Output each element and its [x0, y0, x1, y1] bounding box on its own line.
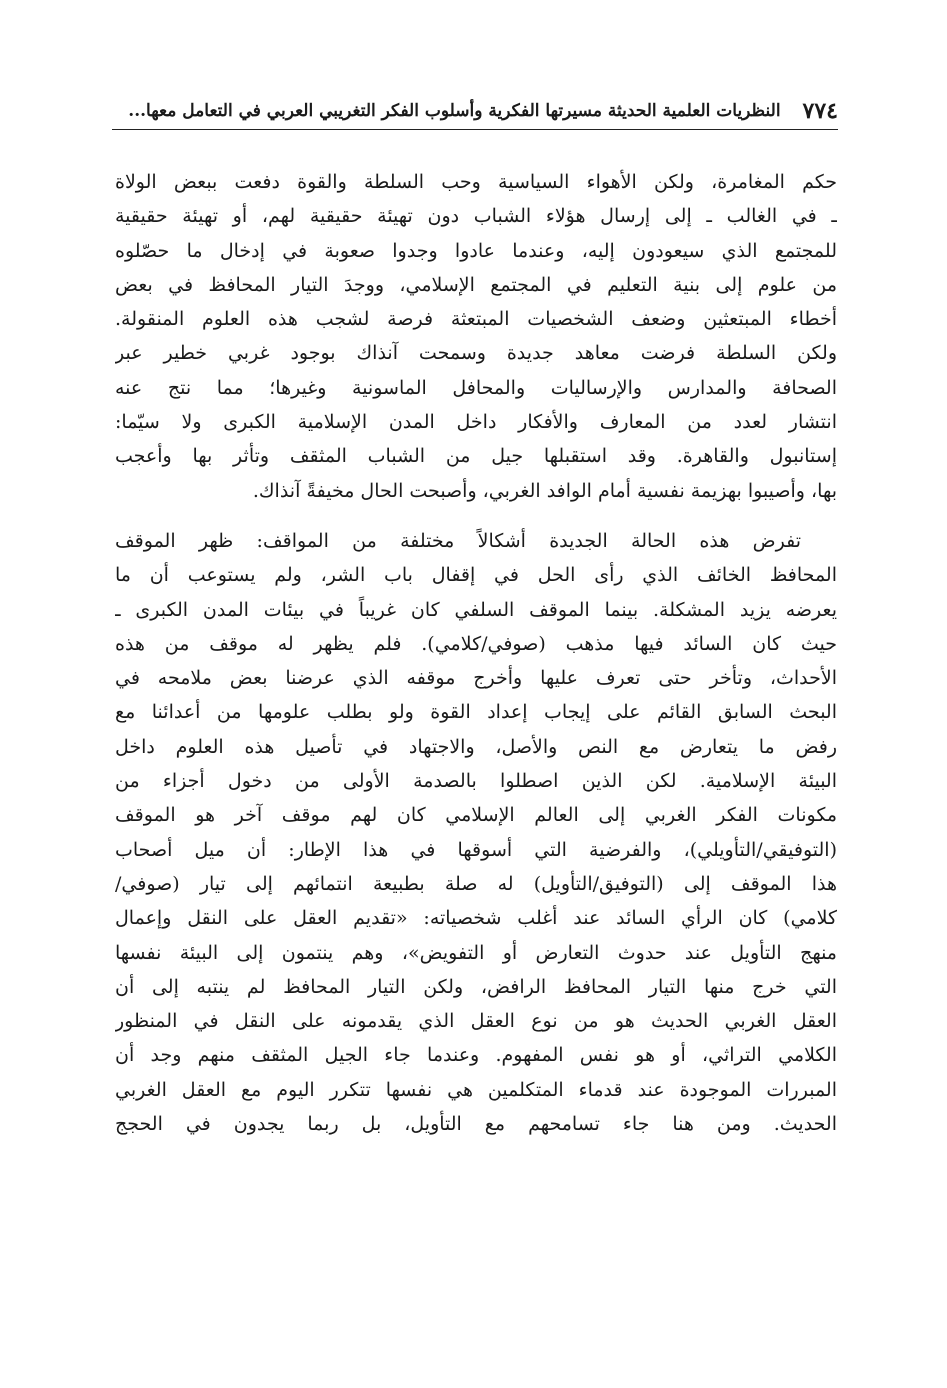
text-line: إستانبول والقاهرة. وقد استقبلها جيل من الشباب المثقف وتأثر بها وأعجب: [115, 445, 837, 468]
text-line: الأحداث، وتأخر حتى تعرف عليها وأخرج موقفه الذي عرضنا بعض ملامحه في: [115, 667, 837, 690]
paragraph-2: [115, 524, 837, 1141]
text-line: التي خرج منها التيار المحافظ الرافض، ولكن التيار المحافظ لم ينتبه إلى أن: [115, 975, 837, 998]
text-line: هذا الموقف إلى (التوفيق/التأويل) له صلة بطبيعة انتمائهم إلى تيار (صوفي/: [115, 872, 837, 895]
text-line: (التوفيقي/التأويلي)، والفرضية التي أسوقها في هذا الإطار: أن ميل أصحاب: [115, 838, 837, 861]
text-line: المبررات الموجودة عند قدماء المتكلمين هي نفسها تتكرر اليوم مع العقل الغربي: [115, 1078, 837, 1101]
text-line: ـ في الغالب ـ إلى إرسال هؤلاء الشباب دون تهيئة حقيقية لهم، أو تهيئة حقيقية: [115, 205, 837, 228]
text-line: انتشار لعدد من المعارف والأفكار داخل المدن الإسلامية الكبرى ولا سيّما:: [115, 411, 837, 434]
body-text: [115, 165, 837, 1141]
text-line: كلامي) كان الرأي السائد عند أغلب شخصياته: «تقديم العقل على النقل وإعمال: [115, 907, 837, 930]
text-line: مكونات الفكر الغربي إلى العالم الإسلامي كان لهم موقف آخر هو الموقف: [115, 804, 837, 827]
page-number: ٧٧٤: [802, 97, 838, 124]
text-line: حيث كان السائد فيها مذهب (صوفي/كلامي). فلم يظهر له موقف من هذه: [115, 632, 837, 655]
paragraph-gap: [115, 508, 837, 524]
text-line: للمجتمع الذي سيعودون إليه، وعندما عادوا وجدوا صعوبة في إدخال ما حصّلوه: [115, 239, 837, 262]
text-line: أخطاء المبتعثين وضعف الشخصيات المبتعثة فرصة لشجب هذه العلوم المنقولة.: [115, 308, 837, 331]
running-title: النظريات العلمية الحديثة مسيرتها الفكرية وأسلوب الفكر التغريبي العربي في التعامل معها...: [128, 100, 781, 121]
text-line: منهج التأويل عند حدوث التعارض أو التفويض»، وهم ينتمون إلى البيئة نفسها: [115, 941, 837, 964]
text-line: رفض ما يتعارض مع النص والأصل، والاجتهاد في تأصيل هذه العلوم داخل: [115, 735, 837, 758]
text-line: العقل الغربي الحديث هو من نوع العقل الذي يقدمونه على النقل في المنظور: [115, 1010, 837, 1033]
paragraph-1: [115, 165, 837, 508]
text-line: الكلامي التراثي، أو هو نفس المفهوم. وعندما جاء الجيل المثقف منهم وجد أن: [115, 1044, 837, 1067]
text-line: من علوم إلى بنية التعليم في المجتمع الإسلامي، ووجدَ التيار المحافظ في بعض: [115, 273, 837, 296]
text-line: ولكن السلطة فرضت معاهد جديدة وسمحت آنذاك بوجود غربي خطير عبر: [115, 342, 837, 365]
text-line: حكم المغامرة، ولكن الأهواء السياسية وحب السلطة والقوة دفعت ببعض الولاة: [115, 171, 837, 193]
text-line: تفرض هذه الحالة الجديدة أشكالاً مختلفة من المواقف: ظهر الموقف: [115, 529, 801, 552]
text-line: بها، وأصيبوا بهزيمة نفسية أمام الوافد الغربي، وأصبحت الحال مخيفةً آنذاك.: [252, 479, 837, 502]
text-line: الصحافة والمدارس والإرساليات والمحافل الماسونية وغيرها؛ مما نتج عنه: [115, 376, 837, 399]
text-line: البيئة الإسلامية. لكن الذين اصطلوا بالصدمة الأولى من دخول أجزاء من: [115, 770, 837, 793]
page-header: [112, 92, 838, 130]
text-line: البحث السابق القائم على إيجاب إعداد القوة ولو بطلب علومها من أعدائنا مع: [115, 701, 837, 724]
text-line: المحافظ الخائف الذي رأى الحل في إقفال باب الشر، ولم يستوعب أن ما: [115, 564, 837, 587]
text-line: الحديث. ومن هنا جاء تسامحهم مع التأويل، بل ربما يجدون في الحجج: [115, 1113, 837, 1136]
text-line: يعرضه يزيد المشكلة. بينما الموقف السلفي كان غريباً في بيئات المدن الكبرى ـ: [115, 598, 837, 621]
